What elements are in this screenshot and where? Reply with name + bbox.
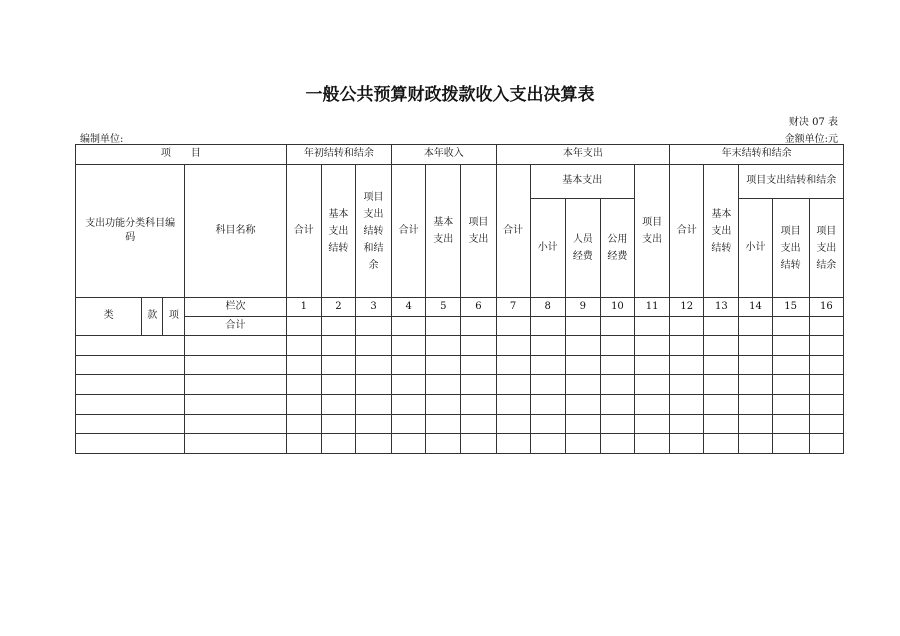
table-cell [809, 395, 843, 415]
table-cell [670, 395, 704, 415]
header-expense-total: 合计 [496, 165, 530, 298]
table-cell [600, 336, 634, 356]
table-cell [600, 414, 634, 434]
table-cell [76, 395, 185, 415]
column-number: 16 [809, 297, 843, 316]
header-basic-expense: 基本支出 [530, 165, 634, 199]
column-number: 13 [704, 297, 739, 316]
table-cell [772, 375, 809, 395]
table-cell [496, 375, 530, 395]
table-cell [600, 395, 634, 415]
table-cell [634, 434, 669, 454]
header-project-expense: 项目支出 [634, 165, 669, 298]
table-cell [185, 336, 286, 356]
total-row-label: 合计 [185, 317, 286, 336]
table-cell [286, 434, 321, 454]
table-cell [321, 375, 355, 395]
table-cell [392, 355, 426, 375]
table-row [76, 395, 844, 415]
table-cell [496, 434, 530, 454]
table-cell [426, 317, 461, 336]
table-cell [670, 336, 704, 356]
table-cell [355, 414, 391, 434]
table-cell [321, 336, 355, 356]
column-number: 9 [565, 297, 600, 316]
table-cell [321, 395, 355, 415]
table-cell [461, 395, 496, 415]
header-end-total: 合计 [670, 165, 704, 298]
table-cell [530, 355, 565, 375]
table-cell [565, 336, 600, 356]
table-cell [286, 336, 321, 356]
column-number: 12 [670, 297, 704, 316]
table-cell [704, 317, 739, 336]
form-code: 财决 07 表 [788, 117, 838, 128]
table-cell [809, 317, 843, 336]
column-number: 4 [392, 297, 426, 316]
table-cell [565, 317, 600, 336]
table-cell [321, 317, 355, 336]
table-cell [426, 336, 461, 356]
table-cell [809, 414, 843, 434]
table-cell [772, 395, 809, 415]
table-cell [634, 375, 669, 395]
table-cell [286, 355, 321, 375]
table-cell [426, 434, 461, 454]
table-cell [739, 336, 772, 356]
table-cell [670, 375, 704, 395]
table-cell [530, 434, 565, 454]
header-project-surplus: 项目支出结余 [809, 199, 843, 298]
empty-rows [76, 336, 844, 454]
table-cell [321, 434, 355, 454]
table-cell [76, 434, 185, 454]
table-cell [426, 355, 461, 375]
table-cell [185, 414, 286, 434]
table-cell [286, 414, 321, 434]
table-cell [565, 395, 600, 415]
table-cell [496, 317, 530, 336]
table-cell [355, 434, 391, 454]
table-cell [670, 434, 704, 454]
table-cell [496, 355, 530, 375]
table-cell [76, 414, 185, 434]
header-income-basic: 基本支出 [426, 165, 461, 298]
column-number: 3 [355, 297, 391, 316]
table-cell [286, 375, 321, 395]
header-begin-balance: 年初结转和结余 [286, 145, 391, 165]
table-cell [355, 317, 391, 336]
table-cell [772, 317, 809, 336]
table-cell [530, 336, 565, 356]
table-cell [809, 375, 843, 395]
table-row [76, 336, 844, 356]
header-end-basic: 基本支出结转 [704, 165, 739, 298]
table-cell [739, 414, 772, 434]
header-income-project: 项目支出 [461, 165, 496, 298]
header-end-balance: 年末结转和结余 [670, 145, 844, 165]
table-cell [565, 434, 600, 454]
table-cell [704, 336, 739, 356]
column-number: 6 [461, 297, 496, 316]
amount-unit-label: 金额单位:元 [784, 134, 838, 145]
header-begin-basic: 基本支出结转 [321, 165, 355, 298]
table-cell [530, 375, 565, 395]
header-project-carry: 项目支出结转和结余 [739, 165, 844, 199]
column-number: 2 [321, 297, 355, 316]
table-cell [321, 355, 355, 375]
table-cell [461, 375, 496, 395]
table-cell [809, 336, 843, 356]
table-cell [530, 414, 565, 434]
table-title: 一般公共预算财政拨款收入支出决算表 [305, 85, 595, 105]
table-cell [426, 375, 461, 395]
table-cell [461, 317, 496, 336]
table-cell [76, 375, 185, 395]
table-cell [185, 395, 286, 415]
header-item-code: 项 [163, 297, 185, 335]
table-cell [704, 414, 739, 434]
table-cell [426, 395, 461, 415]
table-cell [461, 414, 496, 434]
table-cell [809, 434, 843, 454]
header-project-forward: 项目支出结转 [772, 199, 809, 298]
column-number: 5 [426, 297, 461, 316]
budget-table [75, 144, 844, 454]
table-cell [772, 434, 809, 454]
table-cell [76, 355, 185, 375]
header-public: 公用经费 [600, 199, 634, 298]
column-number: 15 [772, 297, 809, 316]
column-number: 7 [496, 297, 530, 316]
table-cell [634, 395, 669, 415]
column-number: 8 [530, 297, 565, 316]
table-row [76, 434, 844, 454]
table-cell [185, 355, 286, 375]
header-begin-project: 项目支出结转和结余 [355, 165, 391, 298]
table-cell [772, 336, 809, 356]
table-cell [704, 355, 739, 375]
header-func-code: 支出功能分类科目编码 [76, 165, 185, 298]
header-personnel: 人员经费 [565, 199, 600, 298]
table-cell [565, 375, 600, 395]
column-number: 14 [739, 297, 772, 316]
table-cell [670, 355, 704, 375]
table-cell [670, 317, 704, 336]
table-cell [739, 355, 772, 375]
table-cell [392, 434, 426, 454]
table-cell [600, 317, 634, 336]
table-cell [496, 414, 530, 434]
table-cell [392, 317, 426, 336]
column-number-label: 栏次 [185, 297, 286, 316]
table-cell [355, 336, 391, 356]
table-cell [392, 414, 426, 434]
header-expense: 本年支出 [496, 145, 670, 165]
table-cell [496, 395, 530, 415]
table-cell [461, 355, 496, 375]
table-cell [185, 375, 286, 395]
org-unit-label: 编制单位: [80, 134, 124, 145]
column-number: 1 [286, 297, 321, 316]
table-cell [739, 375, 772, 395]
header-subtotal: 小计 [530, 199, 565, 298]
table-cell [355, 395, 391, 415]
header-begin-total: 合计 [286, 165, 321, 298]
header-income: 本年收入 [392, 145, 496, 165]
table-cell [809, 355, 843, 375]
table-cell [565, 414, 600, 434]
column-number: 11 [634, 297, 669, 316]
header-subject-name: 科目名称 [185, 165, 286, 298]
table-cell [76, 336, 185, 356]
table-cell [355, 355, 391, 375]
table-cell [392, 375, 426, 395]
table-cell [600, 355, 634, 375]
table-cell [704, 375, 739, 395]
column-number: 10 [600, 297, 634, 316]
table-cell [565, 355, 600, 375]
table-cell [600, 375, 634, 395]
table-cell [426, 414, 461, 434]
header-end-subtotal: 小计 [739, 199, 772, 298]
table-cell [772, 414, 809, 434]
table-cell [704, 434, 739, 454]
table-cell [670, 414, 704, 434]
table-cell [530, 317, 565, 336]
table-cell [321, 414, 355, 434]
table-cell [355, 375, 391, 395]
table-cell [286, 317, 321, 336]
header-item: 项 目 [76, 145, 287, 165]
table-cell [634, 355, 669, 375]
header-section: 款 [142, 297, 163, 335]
table-row [76, 355, 844, 375]
table-cell [461, 336, 496, 356]
table-row [76, 414, 844, 434]
table-cell [634, 317, 669, 336]
table-cell [185, 434, 286, 454]
table-cell [704, 395, 739, 415]
header-class: 类 [76, 297, 142, 335]
table-cell [496, 336, 530, 356]
table-cell [286, 395, 321, 415]
table-cell [739, 434, 772, 454]
table-cell [530, 395, 565, 415]
table-cell [634, 336, 669, 356]
table-cell [739, 395, 772, 415]
table-cell [634, 414, 669, 434]
table-cell [392, 336, 426, 356]
header-income-total: 合计 [392, 165, 426, 298]
table-row [76, 375, 844, 395]
table-cell [600, 434, 634, 454]
table-cell [772, 355, 809, 375]
table-cell [392, 395, 426, 415]
table-cell [739, 317, 772, 336]
table-cell [461, 434, 496, 454]
